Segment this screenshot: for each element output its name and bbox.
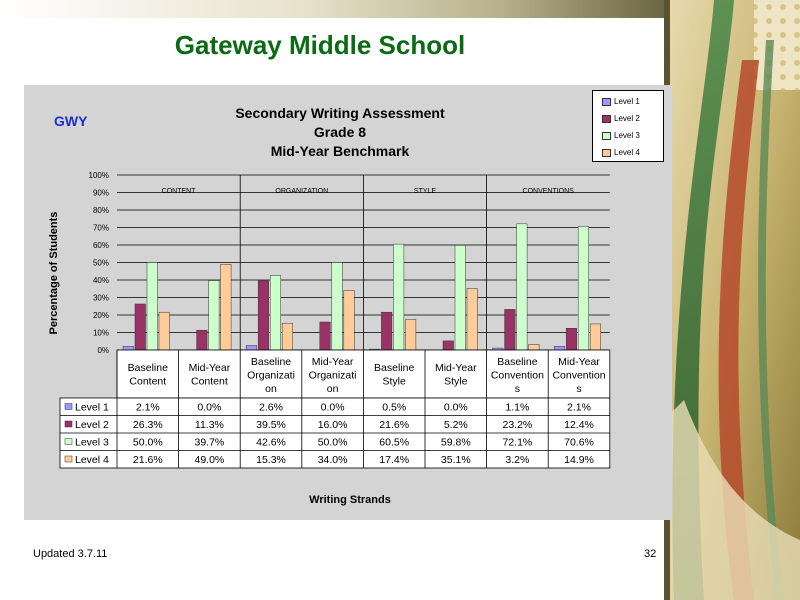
table-cell-value: 39.5% [256,419,286,431]
legend-label-level-2: Level 2 [614,114,640,123]
table-cell-value: 2.6% [259,401,283,414]
bar [393,244,404,350]
group-label: CONTENT [161,188,196,195]
bar [517,224,528,350]
bar [147,263,158,351]
bar [282,323,293,350]
bar [270,275,281,350]
category-label: Mid-Year [188,362,231,374]
bar [209,281,220,350]
category-label: on [265,383,277,395]
bar [443,341,454,350]
table-cell-value: 16.0% [317,419,348,431]
table-cell-value: 17.4% [379,454,410,466]
category-label: Convention [490,369,544,382]
bar [197,330,208,350]
table-cell-value: 0.0% [443,401,468,414]
table-cell-value: 34.0% [317,454,348,466]
bar [554,346,565,350]
table-series-name: Level 2 [75,419,109,431]
y-tick-label: 80% [92,206,109,215]
category-label: Baseline [250,356,292,368]
bar [529,344,540,350]
chart-title-line-1: Secondary Writing Assessment [235,105,445,121]
category-label: Mid-Year [311,356,354,368]
legend-label-level-1: Level 1 [614,97,640,106]
table-cell-value: 21.6% [379,419,410,431]
legend-item-level-1 [602,97,640,107]
bar [320,322,331,350]
bar [405,320,416,350]
legend-item-level-4 [602,148,640,158]
legend-item-level-2 [602,114,640,124]
y-tick-label: 70% [92,223,109,233]
y-tick-label: 10% [92,328,109,338]
bar [467,289,478,350]
legend-label-level-4: Level 4 [614,148,640,157]
table-series-name: Level 1 [75,401,109,414]
table-cell-value: 0.5% [382,401,407,414]
table-cell-value: 50.0% [317,436,348,449]
category-label: Organizati [247,369,295,382]
table-cell-value: 23.2% [502,419,533,431]
y-tick-label: 40% [92,276,109,285]
page-number: 32 [644,548,657,560]
table-legend-swatch [65,404,72,410]
bar [246,345,257,350]
legend-swatch-level-4 [602,149,611,157]
table-cell-value: 11.3% [194,419,224,431]
table-cell-value: 3.2% [505,454,530,466]
bar [159,312,170,350]
legend-swatch-level-1 [602,98,611,106]
category-label: Mid-Year [558,356,600,368]
table-cell-value: 50.0% [132,436,163,449]
y-tick-label: 0% [97,346,109,355]
table-cell-value: 70.6% [564,436,594,449]
bar [344,291,355,351]
updated-date: Updated 3.7.11 [33,548,108,560]
table-cell-value: 12.4% [564,419,594,431]
y-tick-label: 30% [92,293,109,303]
legend-swatch-level-3 [602,132,611,140]
category-label: Organizati [308,369,357,382]
category-label: on [326,383,339,395]
category-label: Baseline [127,362,168,374]
chart-legend [592,90,664,162]
legend-label-level-3: Level 3 [614,131,640,140]
bar [505,309,515,350]
legend-item-level-3 [602,131,640,141]
y-axis-label: Percentage of Students [48,211,60,335]
table-cell-value: 14.9% [564,454,594,466]
y-tick-label: 20% [92,311,109,320]
bar [123,346,134,350]
chart-title-line-3: Mid-Year Benchmark [270,143,410,159]
table-legend-swatch [65,421,72,427]
y-tick-label: 60% [92,241,109,250]
category-label: Convention [552,369,606,382]
page-title: Gateway Middle School [174,30,466,60]
table-cell-value: 5.2% [443,419,468,431]
legend-swatch-level-2 [602,115,611,123]
bar [590,324,601,350]
table-cell-value: 2.1% [567,401,591,414]
category-label: Baseline [374,362,415,374]
table-cell-value: 0.0% [197,401,222,414]
table-cell-value: 49.0% [194,454,225,466]
table-cell-value: 21.6% [132,454,163,466]
chart-title-line-2: Grade 8 [313,124,367,140]
y-tick-label: 50% [92,258,109,268]
table-cell-value: 26.3% [132,419,163,431]
table-series-name: Level 3 [75,436,109,449]
bar [221,264,232,350]
table-cell-value: 59.8% [440,436,471,449]
group-label: STYLE [413,188,437,195]
category-label: Style [382,375,406,388]
bar [566,328,577,350]
table-cell-value: 39.7% [194,436,225,449]
category-label: Baseline [497,356,538,368]
table-cell-value: 2.1% [135,401,160,414]
group-label: ORGANIZATION [275,188,329,195]
table-legend-swatch [65,439,72,445]
school-code: GWY [54,113,88,129]
x-axis-label: Writing Strands [309,494,391,506]
table-cell-value: 35.1% [440,454,471,466]
table-legend-swatch [65,456,72,462]
table-series-name: Level 4 [75,454,109,466]
table-cell-value: 0.0% [320,401,345,414]
category-label: Content [129,375,167,388]
table-cell-value: 60.5% [379,436,410,449]
category-label: s [576,383,582,395]
category-label: Content [191,375,228,388]
y-tick-label: 90% [92,188,109,198]
bar [135,304,146,350]
category-label: Mid-Year [434,362,477,374]
table-cell-value: 15.3% [256,454,286,466]
y-tick-label: 100% [88,171,109,180]
table-cell-value: 42.6% [256,436,286,449]
bar [578,226,589,350]
bar [258,281,269,350]
table-cell-value: 72.1% [502,436,533,449]
group-label: CONVENTIONS [522,188,574,195]
table-cell-value: 1.1% [505,401,530,414]
bar [332,263,343,351]
bar [381,312,392,350]
bar [455,245,466,350]
category-label: s [514,383,521,395]
category-label: Style [444,375,468,388]
